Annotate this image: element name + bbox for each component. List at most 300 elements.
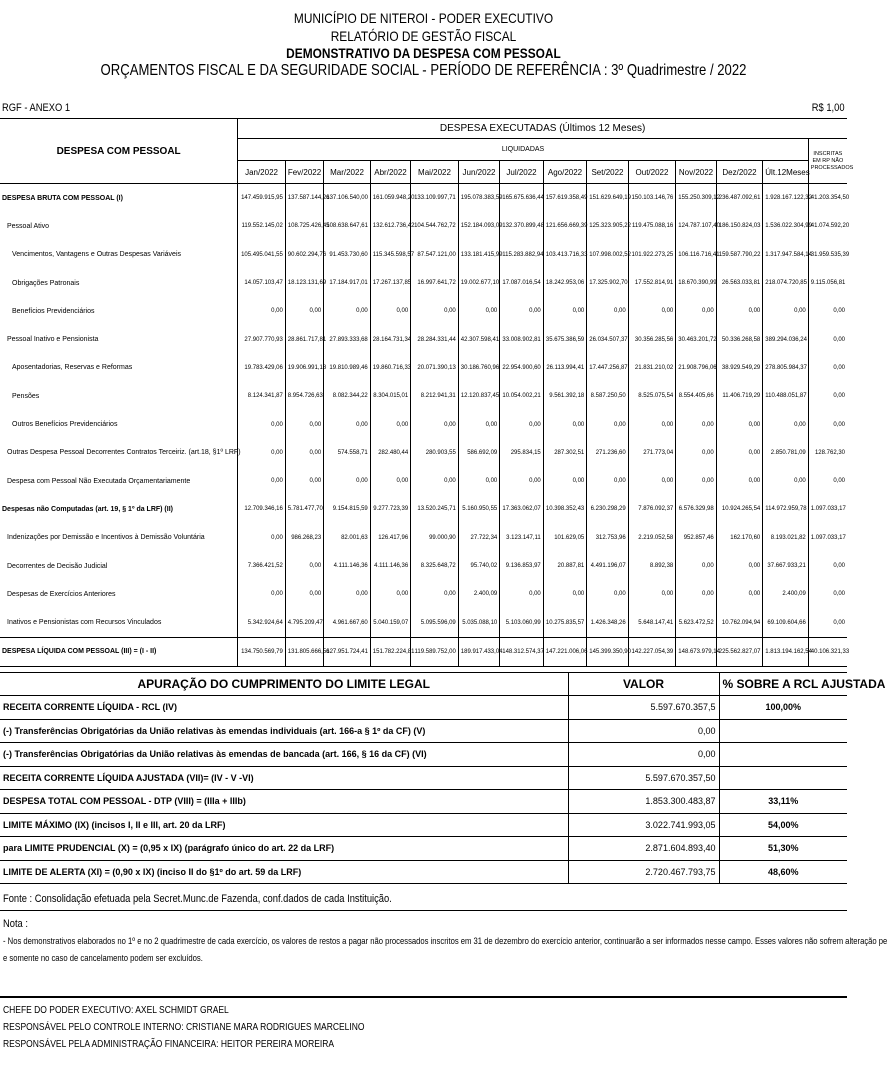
currency-label: R$ 1,00 <box>812 102 845 114</box>
limit-percent <box>719 743 847 767</box>
row-value: 2.219.052,58 <box>628 524 676 552</box>
row-value: 6.230.298,29 <box>587 495 628 523</box>
row-value: 1.536.022.304,99 <box>763 212 809 240</box>
row-value: 9.115.056,81 <box>808 269 847 297</box>
row-value: 0,00 <box>716 467 763 495</box>
row-label: Indenizações por Demissão e Incentivos à Demissão Voluntária <box>7 534 205 542</box>
row-value: 12.709.346,16 <box>238 495 286 523</box>
row-label: Decorrentes de Decisão Judicial <box>7 562 108 570</box>
row-value: 0,00 <box>808 382 847 410</box>
row-value: 19.906.991,18 <box>285 354 323 382</box>
row-value: 115.283.882,94 <box>500 241 544 269</box>
table-row <box>0 354 847 382</box>
month-header: Jan/2022 <box>238 161 286 184</box>
table-row <box>0 382 847 410</box>
row-value: 21.908.796,06 <box>676 354 716 382</box>
period-title: ORÇAMENTOS FISCAL E DA SEGURIDADE SOCIAL - PERÍODO DE REFERÊNCIA : 3º Quadrimestre / 2022 <box>100 62 747 79</box>
row-value: 952.857,46 <box>676 524 716 552</box>
row-value: 30.186.760,96 <box>458 354 499 382</box>
row-value: 0,00 <box>763 410 809 438</box>
row-value: 5.623.472,52 <box>676 608 716 637</box>
row-value: 22.954.900,60 <box>500 354 544 382</box>
limit-row <box>0 813 847 837</box>
note-line-1: - Nos demonstrativos elaborados no 1º e no 2 quadrimestre de cada exercício, os valores de restos a pagar não processados inscritos em 31 de dezembro do exercício anterior, continuarão a ser informados nesse campo. Esses valores não sofrem alteração pe <box>3 936 887 946</box>
row-value: 2.850.781,09 <box>763 439 809 467</box>
month-header: Set/2022 <box>587 161 628 184</box>
limit-label: (-) Transferências Obrigatórias da União relativas às emendas individuais (art. 166-a § 1º da CF) (V) <box>0 719 568 743</box>
limit-value: 5.597.670.357,5 <box>568 696 719 720</box>
row-value: 148.673.979,14 <box>676 637 716 666</box>
limit-percent: 48,60% <box>719 860 847 884</box>
table-row <box>0 269 847 297</box>
table-row <box>0 439 847 467</box>
table-row <box>0 495 847 523</box>
row-value: 28.284.331,44 <box>411 325 459 353</box>
row-value: 0,00 <box>543 467 587 495</box>
row-value: 0,00 <box>808 608 847 637</box>
table-row <box>0 325 847 353</box>
limit-row <box>0 766 847 790</box>
row-value: 7.876.092,37 <box>628 495 676 523</box>
row-value: 26.113.994,41 <box>543 354 587 382</box>
month-header: Jun/2022 <box>458 161 499 184</box>
row-value: 165.675.636,44 <box>500 184 544 213</box>
month-header: Jul/2022 <box>500 161 544 184</box>
row-value: 162.170,60 <box>716 524 763 552</box>
row-value: 104.544.762,72 <box>411 212 459 240</box>
row-value: 17.325.902,70 <box>587 269 628 297</box>
row-value: 115.345.598,57 <box>370 241 410 269</box>
row-value: 132.612.736,42 <box>370 212 410 240</box>
row-value: 9.561.392,18 <box>543 382 587 410</box>
row-value: 0,00 <box>500 297 544 325</box>
row-value: 0,00 <box>324 297 371 325</box>
row-value: 1.317.947.584,14 <box>763 241 809 269</box>
row-value: 0,00 <box>763 297 809 325</box>
month-header: Mai/2022 <box>411 161 459 184</box>
row-value: 151.782.224,81 <box>370 637 410 666</box>
row-value: 10.398.352,43 <box>543 495 587 523</box>
row-value: 27.907.770,93 <box>238 325 286 353</box>
row-value: 121.656.669,39 <box>543 212 587 240</box>
row-value: 8.525.075,54 <box>628 382 676 410</box>
row-value: 0,00 <box>370 467 410 495</box>
table-row <box>0 552 847 580</box>
row-value: 128.762,30 <box>808 439 847 467</box>
row-value: 10.054.002,21 <box>500 382 544 410</box>
row-value: 155.250.309,12 <box>676 184 716 213</box>
row-value: 1.097.033,17 <box>808 495 847 523</box>
signature-financial-admin: RESPONSÁVEL PELA ADMINISTRAÇÃO FINANCEIRA: HEITOR PEREIRA MOREIRA <box>3 1039 335 1050</box>
limit-value: 0,00 <box>568 743 719 767</box>
row-value: 148.312.574,37 <box>500 637 544 666</box>
table-row <box>0 524 847 552</box>
row-value: 4.961.667,60 <box>324 608 371 637</box>
row-value: 8.554.405,66 <box>676 382 716 410</box>
row-value: 125.323.905,22 <box>587 212 628 240</box>
row-value: 150.103.146,76 <box>628 184 676 213</box>
row-value: 0,00 <box>324 410 371 438</box>
row-value: 134.750.569,79 <box>238 637 286 666</box>
row-value: 6.576.329,98 <box>676 495 716 523</box>
row-value: 271.236,60 <box>587 439 628 467</box>
row-value: 236.487.092,61 <box>716 184 763 213</box>
row-value: 280.903,55 <box>411 439 459 467</box>
limit-label: RECEITA CORRENTE LÍQUIDA - RCL (IV) <box>0 696 568 720</box>
source-note: Fonte : Consolidação efetuada pela Secret.Munc.de Fazenda, conf.dados de cada Instituição. <box>3 893 392 905</box>
row-value: 5.648.147,41 <box>628 608 676 637</box>
row-value: 1.928.167.122,32 <box>763 184 809 213</box>
row-value: 19.810.989,46 <box>324 354 371 382</box>
source-divider <box>0 910 847 911</box>
annex-label: RGF - ANEXO 1 <box>2 102 71 114</box>
row-label: Pensões <box>12 392 40 400</box>
row-value: 0,00 <box>324 467 371 495</box>
row-value: 0,00 <box>676 552 716 580</box>
row-value: 30.356.285,56 <box>628 325 676 353</box>
row-value: 145.399.350,90 <box>587 637 628 666</box>
limit-label: LIMITE MÁXIMO (IX) (incisos I, II e III, art. 20 da LRF) <box>0 813 568 837</box>
row-value: 159.587.790,22 <box>716 241 763 269</box>
row-value: 99.000,90 <box>411 524 459 552</box>
row-value: 0,00 <box>285 467 323 495</box>
row-value: 12.120.837,45 <box>458 382 499 410</box>
row-value: 0,00 <box>324 580 371 608</box>
row-value: 389.294.036,24 <box>763 325 809 353</box>
row-value: 91.453.730,60 <box>324 241 371 269</box>
row-value: 27.722,34 <box>458 524 499 552</box>
row-label: Inativos e Pensionistas com Recursos Vinculados <box>7 619 162 627</box>
row-value: 107.998.002,52 <box>587 241 628 269</box>
row-value: 9.136.853,97 <box>500 552 544 580</box>
row-value: 0,00 <box>285 297 323 325</box>
row-label: Despesas não Computadas (art. 19, § 1º da LRF) (II) <box>2 505 173 513</box>
row-value: 8.587.250,50 <box>587 382 628 410</box>
row-value: 271.773,04 <box>628 439 676 467</box>
limit-row <box>0 719 847 743</box>
row-value: 0,00 <box>500 410 544 438</box>
row-value: 8.325.648,72 <box>411 552 459 580</box>
row-value: 2.400,09 <box>458 580 499 608</box>
row-value: 0,00 <box>808 552 847 580</box>
row-value: 0,00 <box>676 439 716 467</box>
row-value: 10.924.265,54 <box>716 495 763 523</box>
row-value: 9.154.815,59 <box>324 495 371 523</box>
row-value: 4.111.146,36 <box>370 552 410 580</box>
row-value: 42.307.598,41 <box>458 325 499 353</box>
row-value: 0,00 <box>808 325 847 353</box>
row-value: 10.762.094,94 <box>716 608 763 637</box>
row-value: 101.629,05 <box>543 524 587 552</box>
row-value: 0,00 <box>676 410 716 438</box>
table-row <box>0 241 847 269</box>
table-row <box>0 467 847 495</box>
row-value: 0,00 <box>500 580 544 608</box>
table-row <box>0 212 847 240</box>
row-value: 8.082.344,22 <box>324 382 371 410</box>
row-label: DESPESA LÍQUIDA COM PESSOAL (III) = (I - II) <box>2 648 157 656</box>
row-value: 0,00 <box>763 467 809 495</box>
row-value: 41.203.354,50 <box>808 184 847 213</box>
row-value: 147.221.006,06 <box>543 637 587 666</box>
row-value: 278.805.984,37 <box>763 354 809 382</box>
pct-header: % SOBRE A RCL AJUSTADA <box>719 673 847 696</box>
month-header: Out/2022 <box>628 161 676 184</box>
row-value: 119.552.145,02 <box>238 212 286 240</box>
row-value: 8.954.726,63 <box>285 382 323 410</box>
limit-value: 2.871.604.893,40 <box>568 837 719 861</box>
row-value: 82.001,63 <box>324 524 371 552</box>
row-value: 19.860.716,33 <box>370 354 410 382</box>
row-value: 142.227.054,39 <box>628 637 676 666</box>
row-value: 2.400,09 <box>763 580 809 608</box>
row-value: 0,00 <box>808 467 847 495</box>
limit-percent: 33,11% <box>719 790 847 814</box>
row-value: 574.558,71 <box>324 439 371 467</box>
row-value: 50.336.268,58 <box>716 325 763 353</box>
row-value: 30.463.201,72 <box>676 325 716 353</box>
row-value: 0,00 <box>676 467 716 495</box>
table-row <box>0 637 847 666</box>
limit-row <box>0 860 847 884</box>
limit-percent <box>719 766 847 790</box>
row-value: 18.242.953,06 <box>543 269 587 297</box>
row-value: 4.795.209,47 <box>285 608 323 637</box>
row-value: 17.447.256,87 <box>587 354 628 382</box>
row-value: 132.370.899,48 <box>500 212 544 240</box>
month-header: Abr/2022 <box>370 161 410 184</box>
row-value: 0,00 <box>628 297 676 325</box>
row-value: 19.783.429,06 <box>238 354 286 382</box>
row-value: 0,00 <box>411 467 459 495</box>
row-value: 108.725.426,45 <box>285 212 323 240</box>
month-header: Ago/2022 <box>543 161 587 184</box>
row-value: 114.972.959,78 <box>763 495 809 523</box>
municipality-title: MUNICÍPIO DE NITEROI - PODER EXECUTIVO <box>293 10 554 26</box>
row-value: 26.563.033,81 <box>716 269 763 297</box>
row-value: 225.562.827,07 <box>716 637 763 666</box>
row-value: 1.426.348,26 <box>587 608 628 637</box>
row-value: 131.805.666,56 <box>285 637 323 666</box>
row-value: 161.059.948,20 <box>370 184 410 213</box>
signature-executive: CHEFE DO PODER EXECUTIVO: AXEL SCHMIDT GRAEL <box>3 1005 229 1016</box>
row-value: 20.071.390,13 <box>411 354 459 382</box>
row-value: 0,00 <box>500 467 544 495</box>
limit-value: 3.022.741.993,05 <box>568 813 719 837</box>
row-value: 5.035.088,10 <box>458 608 499 637</box>
row-value: 5.103.060,99 <box>500 608 544 637</box>
row-value: 4.491.196,07 <box>587 552 628 580</box>
limit-percent: 54,00% <box>719 813 847 837</box>
row-value: 312.753,96 <box>587 524 628 552</box>
row-value: 0,00 <box>238 439 286 467</box>
row-value: 17.552.814,91 <box>628 269 676 297</box>
valor-header: VALOR <box>568 673 719 696</box>
row-value: 101.922.273,25 <box>628 241 676 269</box>
expense-column-title: DESPESA COM PESSOAL <box>0 119 238 184</box>
row-value: 119.475.088,16 <box>628 212 676 240</box>
row-label: Pessoal Inativo e Pensionista <box>7 336 99 344</box>
row-value: 0,00 <box>628 580 676 608</box>
row-value: 69.109.604,66 <box>763 608 809 637</box>
row-value: 0,00 <box>238 580 286 608</box>
row-value: 5.160.950,55 <box>458 495 499 523</box>
limit-value: 0,00 <box>568 719 719 743</box>
row-value: 0,00 <box>370 410 410 438</box>
row-value: 0,00 <box>716 297 763 325</box>
row-label: Outros Benefícios Previdenciários <box>12 421 118 429</box>
limit-table <box>0 672 886 884</box>
row-value: 11.406.719,29 <box>716 382 763 410</box>
row-label: Pessoal Ativo <box>7 222 50 230</box>
limit-label: (-) Transferências Obrigatórias da União relativas às emendas de bancada (art. 166, § 16 da CF) (VI) <box>0 743 568 767</box>
row-value: 0,00 <box>676 580 716 608</box>
row-value: 0,00 <box>628 467 676 495</box>
table-row <box>0 410 847 438</box>
row-value: 0,00 <box>628 410 676 438</box>
row-value: 5.781.477,70 <box>285 495 323 523</box>
row-value: 0,00 <box>411 410 459 438</box>
row-value: 218.074.720,85 <box>763 269 809 297</box>
row-value: 282.480,44 <box>370 439 410 467</box>
row-value: 33.008.902,81 <box>500 325 544 353</box>
row-value: 108.638.647,61 <box>324 212 371 240</box>
row-value: 126.417,96 <box>370 524 410 552</box>
row-value: 10.275.835,57 <box>543 608 587 637</box>
row-value: 0,00 <box>285 552 323 580</box>
row-value: 137.106.540,00 <box>324 184 371 213</box>
row-value: 8.892,38 <box>628 552 676 580</box>
signature-internal-control: RESPONSÁVEL PELO CONTROLE INTERNO: CRISTIANE MARA RODRIGUES MARCELINO <box>3 1022 365 1033</box>
row-value: 40.106.321,33 <box>808 637 847 666</box>
row-value: 38.929.549,29 <box>716 354 763 382</box>
month-header: Fev/2022 <box>285 161 323 184</box>
month-header: Nov/2022 <box>676 161 716 184</box>
row-value: 0,00 <box>370 297 410 325</box>
liquidated-title: LIQUIDADAS <box>238 139 809 161</box>
row-value: 0,00 <box>411 297 459 325</box>
row-label: DESPESA BRUTA COM PESSOAL (I) <box>2 194 123 202</box>
table-row <box>0 184 847 213</box>
row-value: 151.629.649,19 <box>587 184 628 213</box>
signature-divider <box>0 996 847 998</box>
limit-row <box>0 790 847 814</box>
row-value: 0,00 <box>716 439 763 467</box>
row-value: 0,00 <box>458 410 499 438</box>
row-value: 4.111.146,36 <box>324 552 371 580</box>
limit-row <box>0 837 847 861</box>
row-value: 0,00 <box>238 524 286 552</box>
row-label: Despesa com Pessoal Não Executada Orçamentariamente <box>7 477 191 485</box>
row-value: 0,00 <box>238 410 286 438</box>
row-value: 137.587.144,26 <box>285 184 323 213</box>
limit-label: RECEITA CORRENTE LÍQUIDA AJUSTADA (VII)= (IV - V -VI) <box>0 766 568 790</box>
row-label: Outras Despesa Pessoal Decorrentes Contratos Terceiriz. (art.18, §1º LRF) <box>7 449 241 457</box>
row-value: 8.124.341,87 <box>238 382 286 410</box>
limit-row <box>0 696 847 720</box>
report-title: RELATÓRIO DE GESTÃO FISCAL <box>330 28 517 44</box>
row-value: 26.034.507,37 <box>587 325 628 353</box>
row-value: 0,00 <box>543 297 587 325</box>
row-value: 95.740,02 <box>458 552 499 580</box>
table-row <box>0 297 847 325</box>
row-label: Vencimentos, Vantagens e Outras Despesas Variáveis <box>12 251 181 259</box>
row-value: 103.413.716,33 <box>543 241 587 269</box>
row-value: 3.123.147,11 <box>500 524 544 552</box>
row-value: 27.893.333,68 <box>324 325 371 353</box>
row-value: 0,00 <box>543 580 587 608</box>
limit-label: para LIMITE PRUDENCIAL (X) = (0,95 x IX) (parágrafo único do art. 22 da LRF) <box>0 837 568 861</box>
personnel-expense-table <box>0 118 854 667</box>
row-value: 35.675.386,59 <box>543 325 587 353</box>
row-value: 157.619.358,49 <box>543 184 587 213</box>
row-value: 0,00 <box>238 297 286 325</box>
row-value: 0,00 <box>808 297 847 325</box>
limit-percent: 100,00% <box>719 696 847 720</box>
row-value: 986.268,23 <box>285 524 323 552</box>
row-value: 0,00 <box>587 297 628 325</box>
note-line-2: e somente no caso de cancelamento podem ser excluídos. <box>3 953 203 963</box>
row-value: 186.150.824,03 <box>716 212 763 240</box>
row-value: 0,00 <box>458 467 499 495</box>
row-value: 105.495.041,55 <box>238 241 286 269</box>
row-value: 119.589.752,00 <box>411 637 459 666</box>
row-value: 7.366.421,52 <box>238 552 286 580</box>
row-value: 18.670.390,99 <box>676 269 716 297</box>
row-value: 8.212.941,31 <box>411 382 459 410</box>
row-value: 586.692,09 <box>458 439 499 467</box>
row-value: 0,00 <box>676 297 716 325</box>
row-value: 133.109.997,71 <box>411 184 459 213</box>
row-value: 0,00 <box>370 580 410 608</box>
row-value: 87.547.121,00 <box>411 241 459 269</box>
row-value: 0,00 <box>458 297 499 325</box>
limit-value: 1.853.300.483,87 <box>568 790 719 814</box>
month-header: Mar/2022 <box>324 161 371 184</box>
row-value: 17.363.062,07 <box>500 495 544 523</box>
row-value: 0,00 <box>808 354 847 382</box>
row-value: 127.951.724,41 <box>324 637 371 666</box>
row-value: 41.074.592,20 <box>808 212 847 240</box>
row-value: 0,00 <box>716 552 763 580</box>
month-header: Últ.12Meses <box>763 161 809 184</box>
row-value: 14.057.103,47 <box>238 269 286 297</box>
row-value: 0,00 <box>285 439 323 467</box>
limit-value: 5.597.670.357,50 <box>568 766 719 790</box>
row-value: 189.917.433,04 <box>458 637 499 666</box>
row-value: 8.193.021,82 <box>763 524 809 552</box>
row-value: 1.097.033,17 <box>808 524 847 552</box>
row-value: 295.834,15 <box>500 439 544 467</box>
row-value: 0,00 <box>285 410 323 438</box>
row-value: 17.087.016,54 <box>500 269 544 297</box>
row-label: Obrigações Patronais <box>12 279 80 287</box>
row-value: 0,00 <box>716 580 763 608</box>
row-value: 106.116.716,41 <box>676 241 716 269</box>
row-value: 0,00 <box>808 580 847 608</box>
row-value: 28.164.731,34 <box>370 325 410 353</box>
limit-title: APURAÇÃO DO CUMPRIMENTO DO LIMITE LEGAL <box>0 673 568 696</box>
row-value: 5.342.924,64 <box>238 608 286 637</box>
row-value: 0,00 <box>587 410 628 438</box>
limit-percent: 51,30% <box>719 837 847 861</box>
row-value: 152.184.093,09 <box>458 212 499 240</box>
row-value: 110.488.051,87 <box>763 382 809 410</box>
row-label: Despesas de Exercícios Anteriores <box>7 590 116 598</box>
limit-label: DESPESA TOTAL COM PESSOAL - DTP (VIII) = (IIIa + IIIb) <box>0 790 568 814</box>
row-value: 19.002.677,10 <box>458 269 499 297</box>
row-value: 124.787.107,40 <box>676 212 716 240</box>
